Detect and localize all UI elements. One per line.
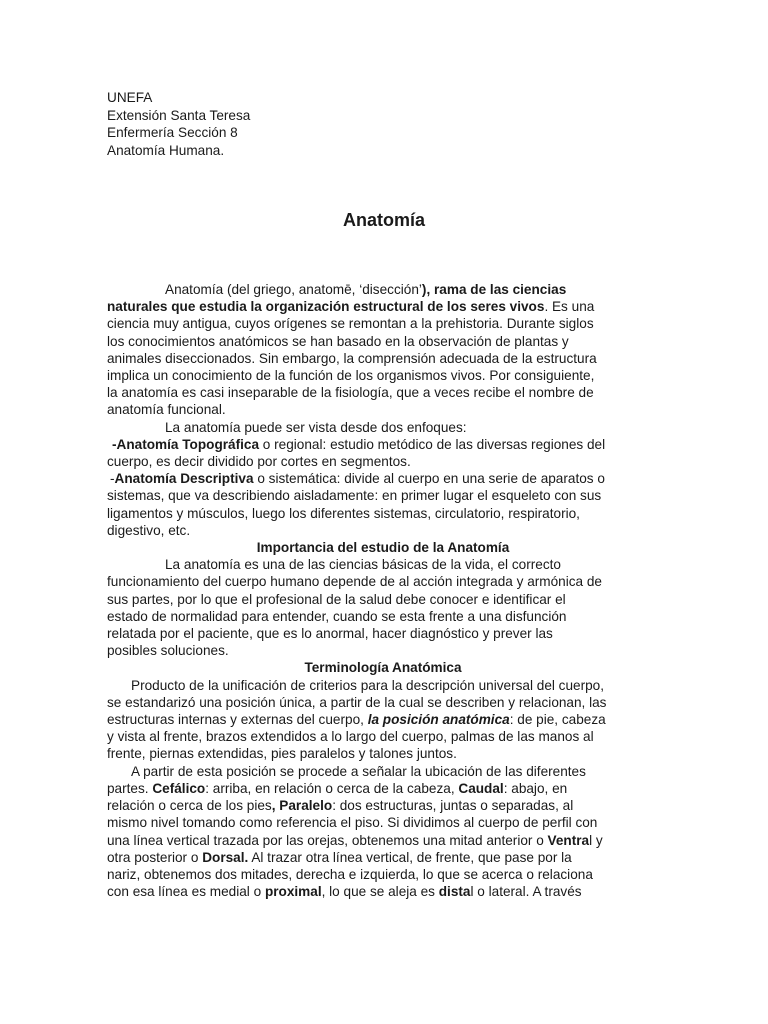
text-run: : dos estructuras, juntas o separadas, al [332,798,574,814]
paragraph-line: sistemas, que va describiendo aisladamente: en primer lugar el esqueleto con sus [107,488,602,504]
paragraph-line: ligamentos y músculos, luego los diferentes sistemas, circulatorio, respiratorio, [107,505,580,521]
text-run: partes. [107,780,153,796]
paragraph-line: posibles soluciones. [107,643,229,659]
text-run: : arriba, en relación o cerca de la cabeza, [205,780,459,796]
bold-text: Dorsal. [202,849,249,865]
bold-text: dista [438,884,471,900]
paragraph-line: nariz, obtenemos dos mitades, derecha e izquierda, lo que se acerca o relaciona [107,866,593,882]
paragraph-line [107,780,659,797]
text-run: una línea vertical trazada por las orejas, obtenemos una mitad anterior o [107,832,548,848]
paragraph-line: funcionamiento del cuerpo humano depende de al acción integrada y armónica de [107,574,602,590]
paragraph-line: la anatomía es casi inseparable de la fisiología, que a veces recibe el nombre de [107,385,594,401]
text-run: con esa línea es medial o [107,884,265,900]
paragraph-line [107,883,659,900]
paragraph-line: animales diseccionados. Sin embargo, la comprensión adecuada de la estructura [107,350,597,366]
text-run: l y [589,832,603,848]
bold-text: naturales que estudia la organización estructural de los seres vivos [107,299,545,315]
paragraph-line: relatada por el paciente, que es lo anormal, hacer diagnóstico y prever las [107,626,553,642]
bold-text: Anatomía Descriptiva [114,471,254,487]
section-heading-importancia: Importancia del estudio de la Anatomía [256,540,510,556]
text-run: . Es una [544,299,595,315]
paragraph-line: ciencia muy antigua, cuyos orígenes se remontan a la prehistoria. Durante siglos [107,316,594,332]
paragraph-line: se estandarizó una posición única, a partir de la cual se describen y relacionan, las [107,694,607,710]
paragraph-line [107,849,659,866]
paragraph-line: La anatomía puede ser vista desde dos enfoques: [165,419,467,435]
bold-text: proximal [264,884,322,900]
text-run: relación o cerca de los pies [107,798,272,814]
paragraph-line: y vista al frente, brazos extendidos a lo largo del cuerpo, palmas de las manos al [107,729,594,745]
bold-text: ), rama de las ciencias [421,282,567,297]
paragraph-line [107,711,659,728]
header-extension: Extensión Santa Teresa [107,107,251,123]
paragraph-line: anatomía funcional. [107,402,226,418]
document-header [107,89,250,159]
paragraph-line [107,298,659,315]
text-run: estructuras internas y externas del cuerpo, [107,712,368,728]
paragraph-line [107,436,659,453]
paragraph-line: mismo nivel tomando como referencia el piso. Si dividimos al cuerpo de perfil con [107,815,598,831]
text-run: , lo que se aleja es [321,884,439,900]
section-heading-terminologia: Terminología Anatómica [304,660,462,676]
paragraph-line: A partir de esta posición se procede a señalar la ubicación de las diferentes [131,763,586,779]
text-run: : abajo, en [503,780,568,796]
text-run: - [110,471,115,487]
text-run: Anatomía (del griego, anatomē, ‘disección’ [165,282,422,297]
paragraph-line [107,832,659,849]
bold-text: , Paralelo [271,798,333,814]
text-run: Al trazar otra línea vertical, de frente, que pase por la [248,849,572,865]
header-section: Enfermería Sección 8 [107,125,238,140]
paragraph-line [107,281,659,298]
paragraph-line: implica un conocimiento de la función de los organismos vivos. Por consiguiente, [107,368,595,384]
paragraph-line: los conocimientos anatómicos se han basado en la observación de plantas y [107,333,569,349]
text-run: o regional: estudio metódico de las diversas regiones del [259,436,606,452]
paragraph-line: Producto de la unificación de criterios para la descripción universal del cuerpo, [131,677,605,693]
document-body [107,281,659,900]
paragraph-line: sus partes, por lo que el profesional de la salud debe conocer e identificar el [107,591,566,607]
text-run: : de pie, cabeza [509,712,606,728]
bold-italic-text: la posición anatómica [367,712,510,728]
bold-text: Caudal [458,780,504,796]
bold-text: Cefálico [152,780,206,796]
paragraph-line [107,470,659,487]
header-institution: UNEFA [107,90,153,105]
bold-text: Ventra [547,832,590,848]
paragraph-line: digestivo, etc. [107,522,191,538]
paragraph-line: frente, piernas extendidas, pies paralelos y talones juntos. [107,746,457,762]
document-title: Anatomía [342,210,425,230]
text-run: o sistemática: divide al cuerpo en una serie de aparatos o [253,471,605,487]
text-run: otra posterior o [107,849,203,865]
paragraph-line: La anatomía es una de las ciencias básicas de la vida, el correcto [165,557,561,573]
paragraph-line [107,797,659,814]
text-run: l o lateral. A través [470,884,582,900]
paragraph-line: estado de normalidad para entender, cuando se esta frente a una disfunción [107,608,567,624]
paragraph-line: cuerpo, es decir dividido por cortes en segmentos. [107,454,411,470]
header-course: Anatomía Humana. [107,142,225,158]
bold-text: -Anatomía Topográfica [112,436,260,452]
